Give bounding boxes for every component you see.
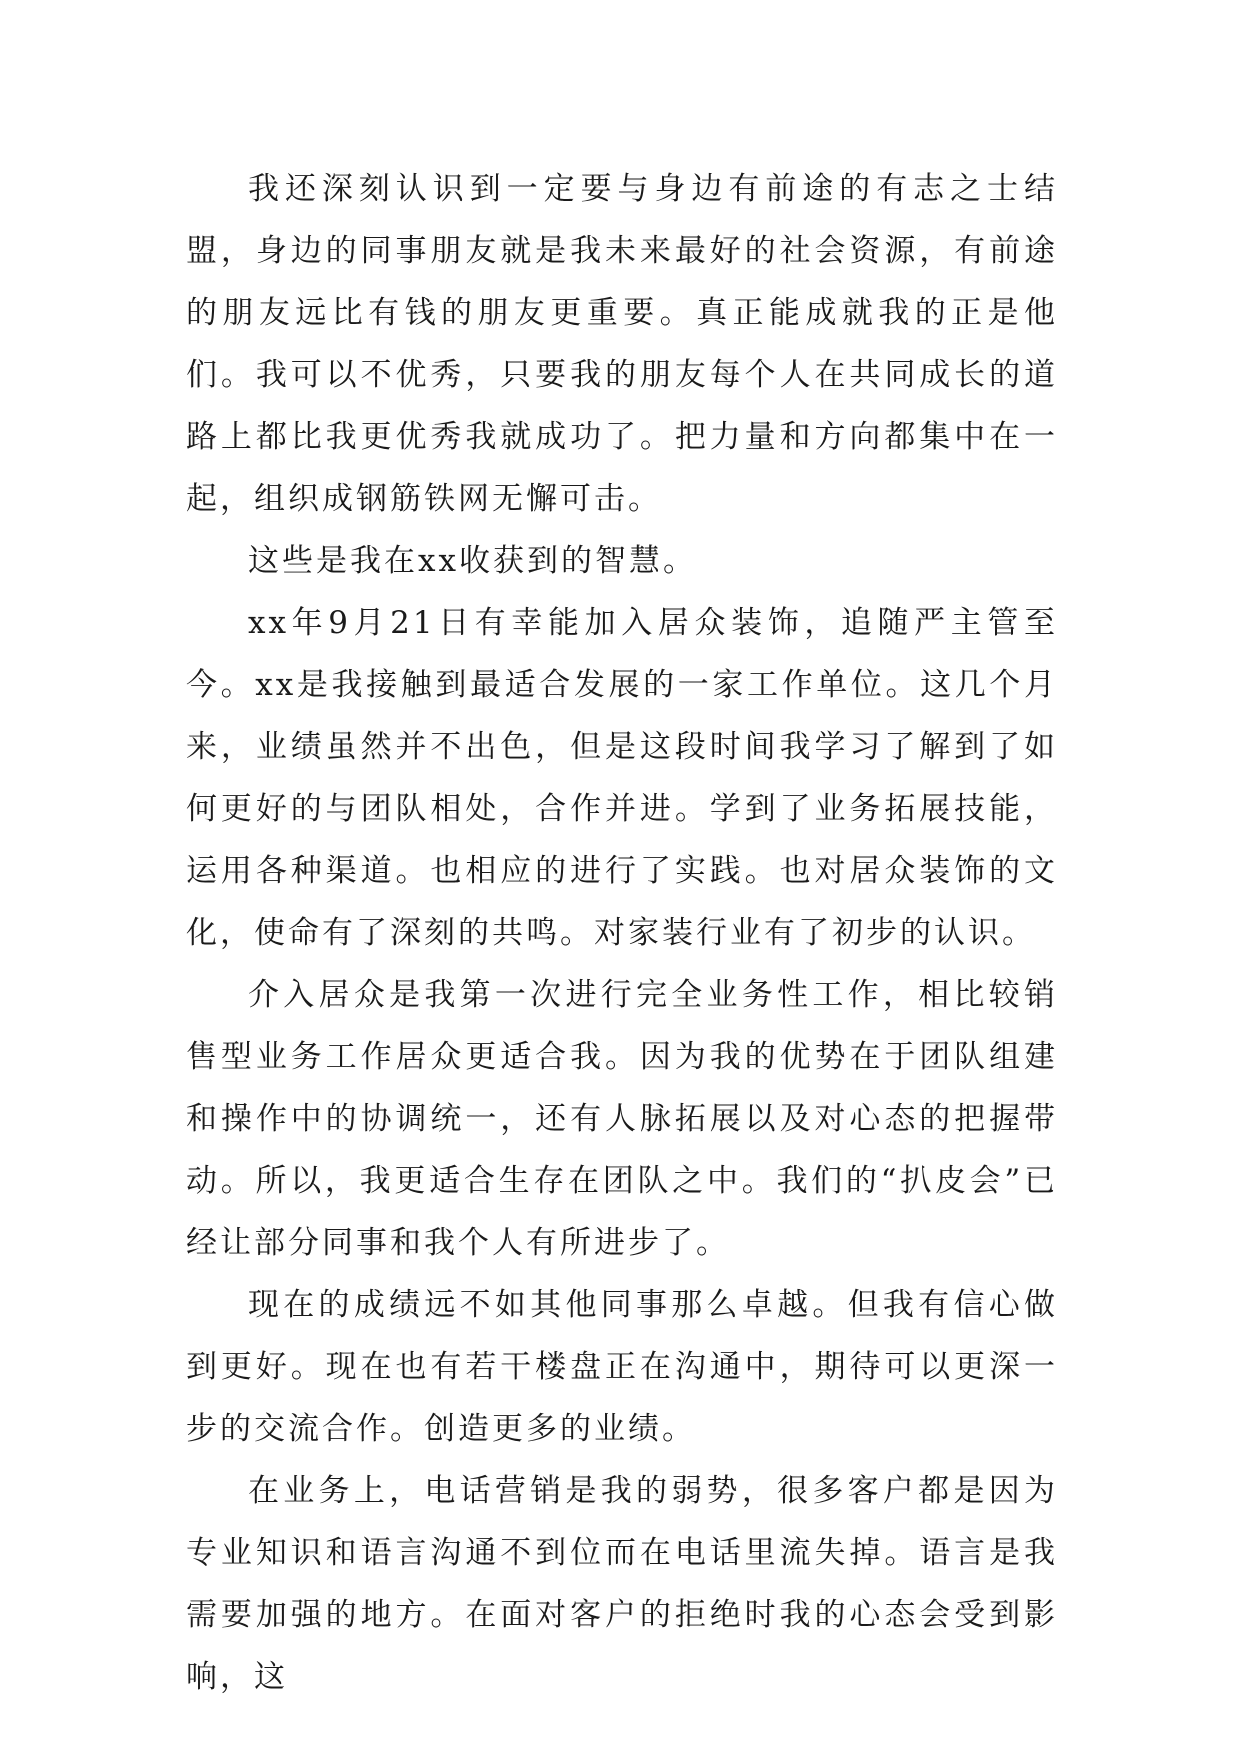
paragraph-4: 介入居众是我第一次进行完全业务性工作，相比较销售型业务工作居众更适合我。因为我的优势在于团队组建和操作中的协调统一，还有人脉拓展以及对心态的把握带动。所以，我更适合生存在团队之中。我们的“扒皮会”已经让部分同事和我个人有所进步了。 — [186, 977, 1058, 1261]
paragraph-6: 在业务上，电话营销是我的弱势，很多客户都是因为专业知识和语言沟通不到位而在电话里流失掉。语言是我需要加强的地方。在面对客户的拒绝时我的心态会受到影响，这 — [186, 1473, 1058, 1695]
paragraph-3: xx年9月21日有幸能加入居众装饰，追随严主管至今。xx是我接触到最适合发展的一家工作单位。这几个月来，业绩虽然并不出色，但是这段时间我学习了解到了如何更好的与团队相处，合作并进。学到了业务拓展技能，运用各种渠道。也相应的进行了实践。也对居众装饰的文化，使命有了深刻的共鸣。对家装行业有了初步的认识。 — [186, 605, 1058, 951]
paragraph-1: 我还深刻认识到一定要与身边有前途的有志之士结盟，身边的同事朋友就是我未来最好的社会资源，有前途的朋友远比有钱的朋友更重要。真正能成就我的正是他们。我可以不优秀，只要我的朋友每个人在共同成长的道路上都比我更优秀我就成功了。把力量和方向都集中在一起，组织成钢筋铁网无懈可击。 — [186, 171, 1058, 517]
paragraph-5: 现在的成绩远不如其他同事那么卓越。但我有信心做到更好。现在也有若干楼盘正在沟通中，期待可以更深一步的交流合作。创造更多的业绩。 — [186, 1287, 1058, 1447]
document-body — [186, 158, 1058, 1708]
paragraph-2: 这些是我在xx收获到的智慧。 — [248, 543, 697, 579]
